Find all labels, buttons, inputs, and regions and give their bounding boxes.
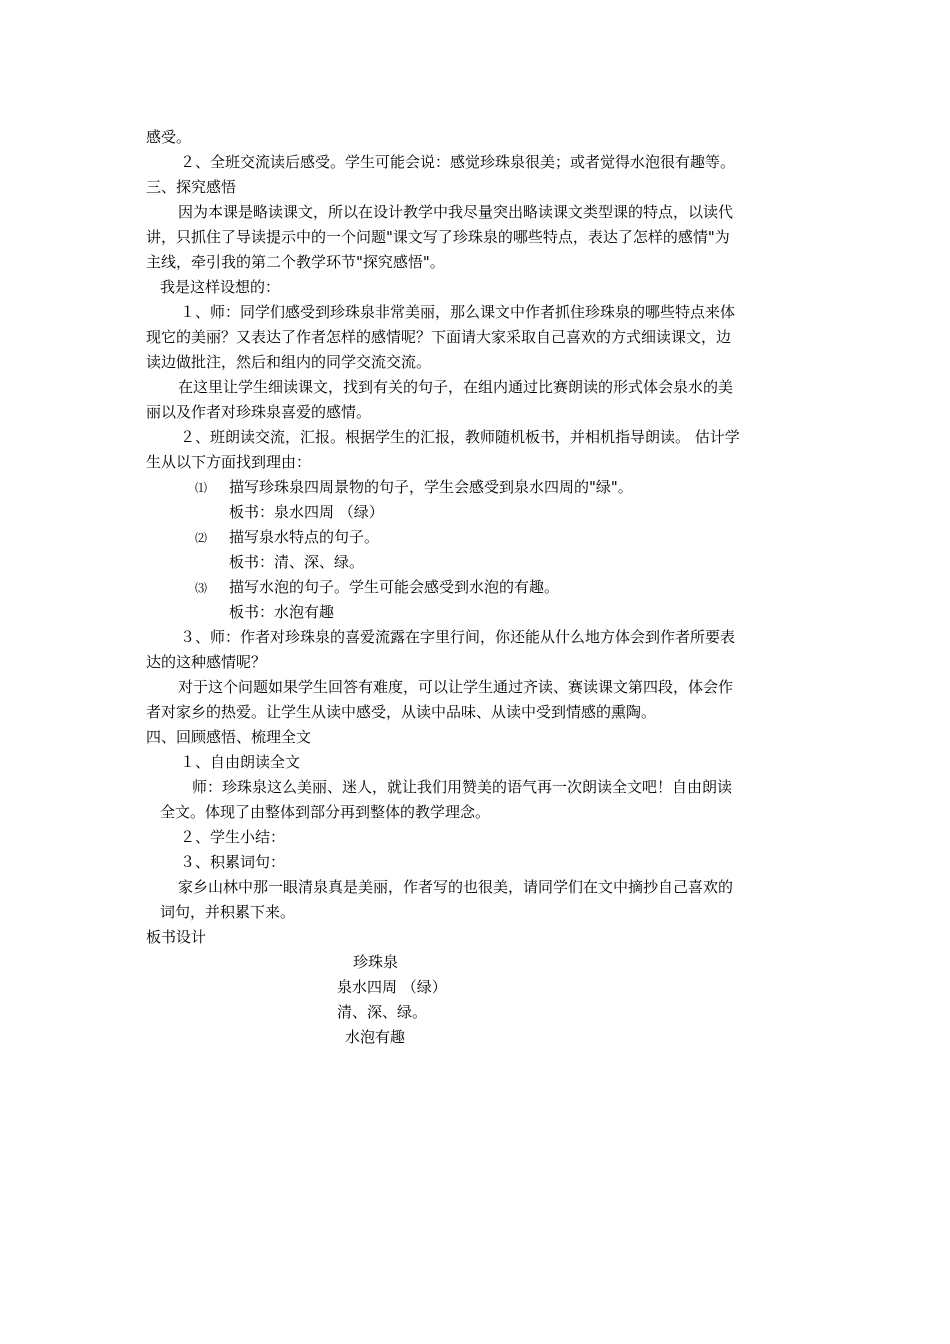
board-row: 泉水四周 （绿） — [337, 978, 447, 996]
list-item — [195, 577, 559, 598]
text-line: 家乡山林中那一眼清泉真是美丽，作者写的也很美，请同学们在文中摘抄自己喜欢的 — [178, 878, 734, 896]
text-line: １、自由朗读全文 — [180, 753, 301, 771]
board-note: 板书：清、深、绿。 — [229, 553, 365, 571]
section-heading: 三、探究感悟 — [146, 178, 237, 196]
text-line: 师：珍珠泉这么美丽、迷人，就让我们用赞美的语气再一次朗读全文吧！自由朗读 — [192, 778, 733, 796]
text-line: 达的这种感情呢？ — [146, 653, 267, 671]
list-number: ⑶ — [195, 581, 208, 595]
text-line: 在这里让学生细读课文，找到有关的句子，在组内通过比赛朗读的形式体会泉水的美 — [178, 378, 734, 396]
board-title: 珍珠泉 — [353, 953, 399, 971]
text-line: 对于这个问题如果学生回答有难度，可以让学生通过齐读、赛读课文第四段，体会作 — [178, 678, 734, 696]
text-line: 词句，并积累下来。 — [160, 903, 296, 921]
text-line: 感受。 — [146, 128, 192, 146]
section-heading: 板书设计 — [146, 928, 207, 946]
board-row: 水泡有趣 — [345, 1028, 406, 1046]
text-line: 主线，牵引我的第二个教学环节"探究感悟"。 — [146, 253, 445, 271]
text-line: 我是这样设想的： — [160, 278, 281, 296]
list-item-text: 描写水泡的句子。学生可能会感受到水泡的有趣。 — [229, 578, 560, 596]
list-item — [195, 527, 379, 548]
text-line: ２、班朗读交流，汇报。根据学生的汇报，教师随机板书，并相机指导朗读。 估计学 — [180, 428, 740, 446]
text-line: 者对家乡的热爱。让学生从读中感受，从读中品味、从读中受到情感的熏陶。 — [146, 703, 657, 721]
text-line: ３、师：作者对珍珠泉的喜爱流露在字里行间，你还能从什么地方体会到作者所要表 — [180, 628, 736, 646]
list-number: ⑵ — [195, 531, 208, 545]
text-line: ２、全班交流读后感受。学生可能会说：感觉珍珠泉很美；或者觉得水泡很有趣等。 — [180, 153, 736, 171]
text-line: 因为本课是略读课文，所以在设计教学中我尽量突出略读课文类型课的特点，以读代 — [178, 203, 734, 221]
section-heading: 四、回顾感悟、梳理全文 — [146, 728, 312, 746]
board-note: 板书：水泡有趣 — [229, 603, 335, 621]
text-line: ２、学生小结： — [180, 828, 286, 846]
list-item — [195, 477, 633, 498]
text-line: 现它的美丽？又表达了作者怎样的感情呢？下面请大家采取自己喜欢的方式细读课文，边 — [146, 328, 732, 346]
text-line: 讲，只抓住了导读提示中的一个问题"课文写了珍珠泉的哪些特点，表达了怎样的感情"为 — [146, 228, 730, 246]
text-line: 生从以下方面找到理由： — [146, 453, 312, 471]
board-row: 清、深、绿。 — [337, 1003, 428, 1021]
list-number: ⑴ — [195, 481, 208, 495]
list-item-text: 描写泉水特点的句子。 — [229, 528, 380, 546]
text-line: １、师：同学们感受到珍珠泉非常美丽，那么课文中作者抓住珍珠泉的哪些特点来体 — [180, 303, 736, 321]
text-line: 丽以及作者对珍珠泉喜爱的感情。 — [146, 403, 372, 421]
text-line: ３、积累词句： — [180, 853, 286, 871]
text-line: 全文。体现了由整体到部分再到整体的教学理念。 — [160, 803, 491, 821]
list-item-text: 描写珍珠泉四周景物的句子，学生会感受到泉水四周的"绿"。 — [229, 478, 633, 496]
text-line: 读边做批注，然后和组内的同学交流交流。 — [146, 353, 432, 371]
board-note: 板书：泉水四周 （绿） — [229, 503, 384, 521]
